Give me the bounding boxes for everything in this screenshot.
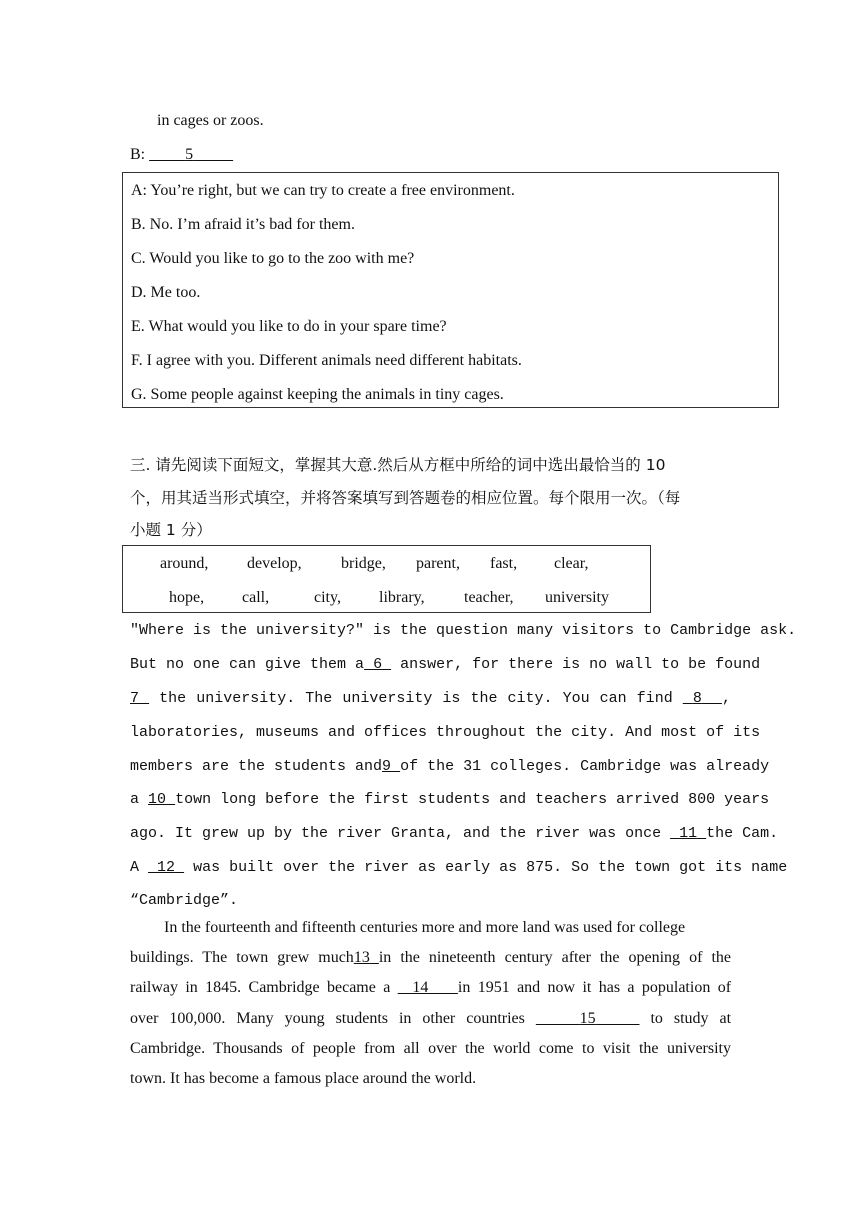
word-bank-item: clear, xyxy=(554,555,589,572)
option-a: A: You’re right, but we can try to create a free environment. xyxy=(131,182,515,199)
blank-9: 9 xyxy=(382,758,392,775)
passage-line: town. It has become a famous place around the world. xyxy=(130,1070,477,1087)
word-bank-item: parent, xyxy=(416,555,460,572)
option-b: B. No. I’m afraid it’s bad for them. xyxy=(131,216,355,233)
blank-15: 15 xyxy=(579,1010,596,1027)
option-d: D. Me too. xyxy=(131,284,201,301)
passage-line: “Cambridge”. xyxy=(130,892,239,909)
passage-line: members are the students and9 of the 31 colleges. Cambridge was already xyxy=(130,758,770,775)
blank-7: 7 xyxy=(130,690,140,707)
passage-line: But no one can give them a 6 answer, for there is no wall to be found xyxy=(130,656,761,673)
passage-line: A 12 was built over the river as early as 875. So the town got its name xyxy=(130,859,788,876)
blank-14: 14 xyxy=(412,979,429,996)
section3-instruction-line2: 个，用其适当形式填空，并将答案填写到答题卷的相应位置。每个限用一次。（每 xyxy=(130,489,681,507)
blank-10: 10 xyxy=(148,791,167,808)
word-bank-item: city, xyxy=(314,589,341,606)
passage-line: railway in 1845. Cambridge became a 14 in 1951 and now it has a population of xyxy=(130,979,732,996)
options-box xyxy=(122,172,779,408)
word-bank-item: university xyxy=(545,589,609,606)
dialogue-b-line xyxy=(130,146,233,164)
option-f: F. I agree with you. Different animals need different habitats. xyxy=(131,352,522,369)
option-c: C. Would you like to go to the zoo with me? xyxy=(131,250,415,267)
word-bank-box xyxy=(122,545,651,613)
passage-line: "Where is the university?" is the question many visitors to Cambridge ask. xyxy=(130,622,797,639)
section3-instruction-line1: 三. 请先阅读下面短文，掌握其大意.然后从方框中所给的词中选出最恰当的 10 xyxy=(130,456,666,474)
blank-13: 13 xyxy=(353,949,370,966)
speaker-b-label: B: xyxy=(130,146,146,163)
passage-line: ago. It grew up by the river Granta, and the river was once 11 the Cam. xyxy=(130,825,779,842)
passage-line: buildings. The town grew much13 in the nineteenth century after the opening of the xyxy=(130,949,732,966)
blank-8: 8 xyxy=(692,690,702,707)
word-bank-item: hope, xyxy=(169,589,205,606)
blank-5: 5 xyxy=(185,146,194,163)
word-bank-item: develop, xyxy=(247,555,302,572)
passage-line: Cambridge. Thousands of people from all over the world come to visit the university xyxy=(130,1040,731,1057)
word-bank-item: teacher, xyxy=(464,589,514,606)
section3-instruction-line3: 小题 1 分） xyxy=(130,521,212,539)
passage-line: a 10 town long before the first students and teachers arrived 800 years xyxy=(130,791,770,808)
word-bank-item: around, xyxy=(160,555,209,572)
blank-6: 6 xyxy=(373,656,383,673)
passage-line: 7 the university. The university is the city. You can find 8 , xyxy=(130,690,731,707)
passage-line: In the fourteenth and fifteenth centuries more and more land was used for college xyxy=(164,919,686,936)
word-bank-item: bridge, xyxy=(341,555,386,572)
blank-11: 11 xyxy=(679,825,698,842)
word-bank-item: fast, xyxy=(490,555,518,572)
option-e: E. What would you like to do in your spare time? xyxy=(131,318,447,335)
word-bank-item: call, xyxy=(242,589,270,606)
passage-line: laboratories, museums and offices throughout the city. And most of its xyxy=(130,724,761,741)
option-g: G. Some people against keeping the animals in tiny cages. xyxy=(131,386,504,403)
passage-line: over 100,000. Many young students in other countries 15 to study at xyxy=(130,1010,732,1027)
word-bank-item: library, xyxy=(379,589,425,606)
dialogue-line: in cages or zoos. xyxy=(157,112,264,129)
blank-12: 12 xyxy=(157,859,176,876)
